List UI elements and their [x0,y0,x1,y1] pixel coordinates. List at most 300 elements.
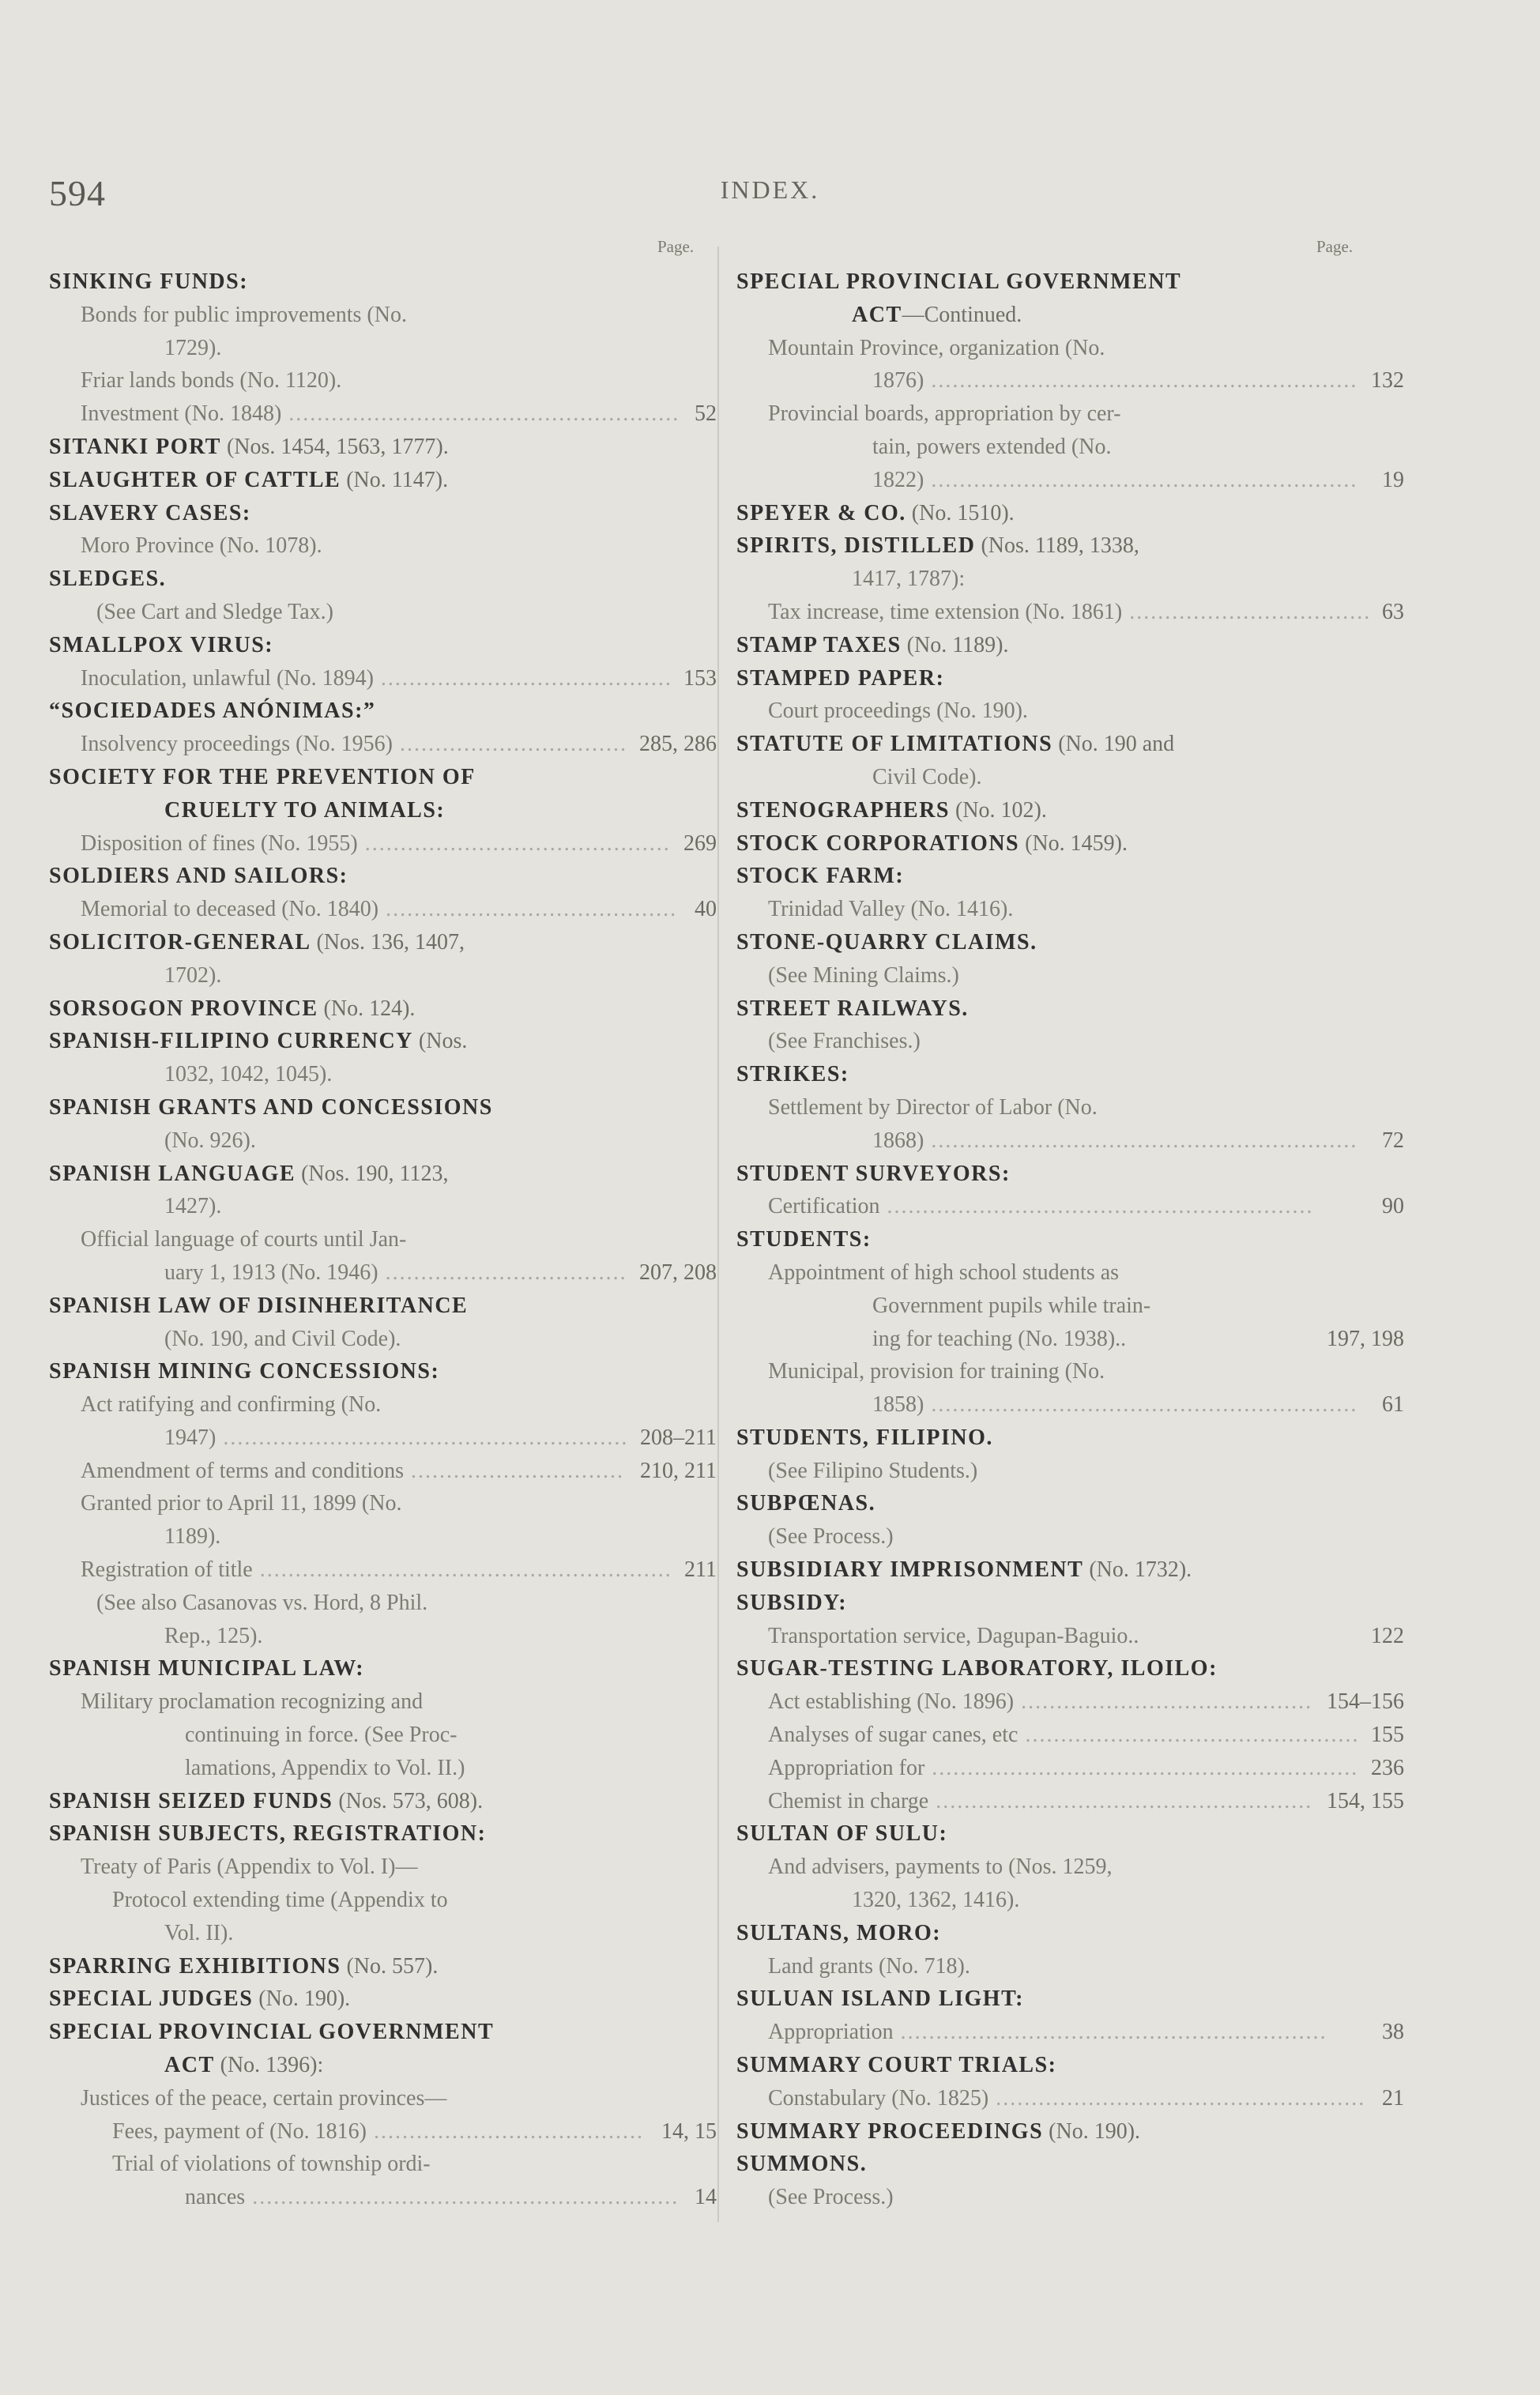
entry-text: Inoculation, unlawful (No. 1894) [81,665,374,691]
dot-leader: ......................................... [373,665,672,691]
index-heading [736,1422,1404,1455]
entry-text: 1032, 1042, 1045). [164,1062,333,1087]
entry-text: Municipal, provision for training (No. [768,1359,1105,1384]
entry-text: 1947) [164,1425,217,1450]
entry-text: SLEDGES. [49,567,167,592]
entry-text: SPANISH SEIZED FUNDS [49,1788,333,1813]
index-entry [49,2115,717,2148]
index-heading [49,1091,717,1124]
index-entry [49,1587,717,1620]
dot-leader: .................................................... [988,2085,1366,2111]
dot-leader: ....................................................... [281,401,680,427]
entry-text: (See also Casanovas vs. Hord, 8 Phil. [96,1590,428,1615]
entry-text: Appropriation for [768,1755,925,1780]
index-heading [736,1058,1404,1091]
dot-leader: ............................................................ [879,1194,1314,1219]
index-entry [49,364,717,397]
entry-text: SOLDIERS AND SAILORS: [49,864,348,889]
entry-text: 1876) [872,368,924,394]
index-heading [49,2016,717,2049]
entry-text: Chemist in charge [768,1788,929,1813]
index-heading [49,629,717,662]
index-entry [736,1323,1404,1356]
dot-leader: .................................. [1122,599,1372,624]
entry-reference: (No. 1732). [1083,1557,1192,1583]
entry-reference: (No. 1147). [341,467,449,492]
index-heading [49,1158,717,1191]
dot-leader: ..................................................... [928,1788,1313,1813]
entry-text: Settlement by Director of Labor (No. [768,1094,1098,1120]
index-entry [736,1851,1404,1884]
index-entry [736,1256,1404,1290]
index-entry [49,1487,717,1520]
entry-text: (See Process.) [768,1524,894,1550]
index-heading [49,1817,717,1851]
dot-leader: ............................................................ [924,1392,1358,1418]
entry-text: (No. 190, and Civil Code). [164,1326,401,1351]
entry-text: Registration of title [81,1557,253,1583]
entry-text: 1822) [872,467,924,492]
entry-reference: (Nos. 1454, 1563, 1777). [220,434,449,459]
entry-text: Government pupils while train- [872,1293,1151,1318]
index-heading [736,1652,1404,1685]
index-entry [49,1620,717,1653]
page-reference: 153 [683,665,717,691]
entry-text: Act ratifying and confirming (No. [81,1392,382,1418]
entry-text: tain, powers extended (No. [872,434,1112,459]
entry-text: Transportation service, Dagupan-Baguio.. [768,1623,1139,1648]
entry-text: Military proclamation recognizing and [81,1689,424,1715]
index-heading [736,1553,1404,1587]
entry-text: SUBPŒNAS. [736,1491,876,1516]
entry-text: Civil Code). [872,764,982,789]
index-entry [736,563,1404,596]
index-entry [736,332,1404,365]
entry-reference: (No. 190 and [1052,732,1175,757]
entry-text: ing for teaching (No. 1938).. [872,1326,1127,1351]
entry-text: Protocol extending time (Appendix to [112,1888,448,1913]
index-entry [736,893,1404,926]
page-number: 594 [49,173,106,213]
index-entry [736,1388,1404,1422]
entry-text: Memorial to deceased (No. 1840) [81,897,379,922]
entry-text: SUMMONS. [736,2152,868,2177]
index-entry [49,959,717,992]
index-entry [736,1884,1404,1917]
entry-text: (See Filipino Students.) [768,1458,978,1483]
index-entry [736,1620,1404,1653]
entry-text: SUBSIDIARY IMPRISONMENT [736,1557,1084,1583]
entry-reference: (No. 1396): [214,2053,324,2078]
entry-text: uary 1, 1913 (No. 1946) [164,1260,378,1285]
index-heading [49,265,717,299]
dot-leader: ...................................... [366,2118,644,2144]
index-entry [49,893,717,926]
index-entry [49,529,717,563]
index-entry [736,1685,1404,1719]
entry-text: SULUAN ISLAND LIGHT: [736,1986,1024,2012]
entry-text: SITANKI PORT [49,434,221,459]
entry-text: Certification [768,1194,880,1219]
index-heading [49,1785,717,1818]
entry-text: CRUELTY TO ANIMALS: [164,797,446,823]
index-heading [49,926,717,959]
dot-leader: ............................................................ [893,2020,1327,2045]
dot-leader: ............................................................ [924,1128,1358,1153]
page-column-label-right: Page. [1316,237,1354,256]
index-entry [736,1091,1404,1124]
index-entry [49,596,717,629]
index-heading [49,992,717,1026]
entry-reference: —Continued. [902,302,1022,327]
entry-text: ACT [164,2053,215,2078]
dot-leader: ............................................................ [924,467,1358,492]
entry-text: 1858) [872,1392,924,1418]
index-heading [736,1917,1404,1950]
index-entry [736,1355,1404,1388]
entry-reference: (Nos. 1189, 1338, [975,533,1139,559]
page-reference: 72 [1382,1128,1404,1153]
entry-reference: (Nos. 573, 608). [333,1788,484,1813]
dot-leader: .............................. [404,1458,625,1483]
index-heading [736,1587,1404,1620]
entry-text: Provincial boards, appropriation by cer- [768,401,1121,427]
entry-text: Treaty of Paris (Appendix to Vol. I)— [81,1855,418,1880]
entry-text: And advisers, payments to (Nos. 1259, [768,1855,1113,1880]
index-entry [49,1388,717,1422]
page-reference: 14 [695,2185,717,2210]
dot-leader: ................................ [393,732,628,757]
entry-text: (See Mining Claims.) [768,962,959,988]
index-column-left [49,265,717,2214]
index-entry [49,1917,717,1950]
entry-text: SPANISH LAW OF DISINHERITANCE [49,1293,469,1318]
entry-text: SUMMARY PROCEEDINGS [736,2118,1044,2144]
page-reference: 236 [1371,1755,1404,1780]
entry-text: continuing in force. (See Proc- [185,1723,457,1748]
entry-reference: (Nos. 190, 1123, [296,1161,449,1186]
dot-leader: ......................................................... [216,1425,629,1450]
index-heading [736,2115,1404,2148]
entry-text: STREET RAILWAYS. [736,996,969,1021]
entry-reference: (No. 124). [318,996,416,1021]
entry-text: Bonds for public improvements (No. [81,302,407,327]
index-heading [49,1355,717,1388]
entry-text: Insolvency proceedings (No. 1956) [81,732,393,757]
index-heading [49,1290,717,1323]
page-reference: 154, 155 [1327,1788,1404,1813]
index-entry [49,1884,717,1917]
index-entry [736,1950,1404,1983]
entry-text: STUDENTS: [736,1227,872,1252]
entry-text: Official language of courts until Jan- [81,1227,407,1252]
index-entry [49,1851,717,1884]
entry-reference: (No. 1189). [901,632,1009,657]
index-entry [49,2148,717,2181]
entry-text: Friar lands bonds (No. 1120). [81,368,342,394]
index-heading [736,992,1404,1026]
entry-text: STOCK FARM: [736,864,905,889]
entry-text: SMALLPOX VIRUS: [49,632,274,657]
index-entry [49,1553,717,1587]
index-column-right [736,265,1404,2214]
page-reference: 207, 208 [639,1260,717,1285]
entry-text: Court proceedings (No. 190). [768,699,1028,724]
page-reference: 285, 286 [639,732,717,757]
entry-text: Disposition of fines (No. 1955) [81,830,358,856]
entry-text: SOCIETY FOR THE PREVENTION OF [49,764,476,789]
index-heading [736,827,1404,860]
entry-text: 1702). [164,962,222,988]
index-entry [736,1520,1404,1553]
dot-leader: ........................................... [357,830,671,856]
entry-text: SUBSIDY: [736,1590,848,1615]
entry-text: Justices of the peace, certain provinces— [81,2085,447,2111]
entry-text: SPECIAL PROVINCIAL GOVERNMENT [49,2020,495,2045]
index-heading [736,529,1404,563]
entry-text: (See Process.) [768,2185,894,2210]
index-heading [736,926,1404,959]
index-entry [49,299,717,332]
entry-text: 1427). [164,1194,222,1219]
index-entry [49,397,717,431]
index-heading [49,1983,717,2016]
index-heading [736,1983,1404,2016]
entry-text: Amendment of terms and conditions [81,1458,405,1483]
entry-text: STAMPED PAPER: [736,665,945,691]
index-heading [49,1652,717,1685]
entry-reference: (No. 190). [253,1986,351,2012]
entry-text: STUDENT SURVEYORS: [736,1161,1011,1186]
index-heading [49,761,717,794]
index-heading [49,860,717,893]
entry-text: 1417, 1787): [852,567,966,592]
entry-text: STAMP TAXES [736,632,902,657]
index-entry [49,2082,717,2115]
page-reference: 90 [1382,1194,1404,1219]
page-reference: 208–211 [640,1425,717,1450]
index-entry [736,2016,1404,2049]
index-entry [49,827,717,860]
entry-text: SOLICITOR-GENERAL [49,929,311,955]
dot-leader: ......................................... [378,897,678,922]
entry-reference: (No. 102). [950,797,1047,823]
index-entry [736,761,1404,794]
index-entry [736,1124,1404,1158]
page-reference: 40 [695,897,717,922]
page-reference: 154–156 [1327,1689,1404,1715]
entry-text: Trinidad Valley (No. 1416). [768,897,1014,922]
entry-reference: (No. 557). [341,1953,439,1979]
entry-text: SPARRING EXHIBITIONS [49,1953,341,1979]
index-entry [736,695,1404,728]
entry-text: STENOGRAPHERS [736,797,950,823]
entry-text: SLAVERY CASES: [49,500,251,525]
entry-text: 1189). [164,1524,221,1550]
entry-reference: (Nos. 136, 1407, [311,929,465,955]
index-heading [736,1817,1404,1851]
index-entry [736,2181,1404,2214]
index-heading [736,728,1404,761]
entry-text: Appropriation [768,2020,894,2045]
entry-text: Vol. II). [164,1920,234,1945]
page-reference: 122 [1371,1623,1404,1648]
index-entry [736,2082,1404,2115]
index-heading [49,464,717,497]
entry-reference: (No. 1459). [1019,830,1128,856]
entry-text: 1729). [164,335,222,360]
dot-leader: .......................................................... [252,1557,672,1583]
page-reference: 210, 211 [640,1458,717,1483]
index-heading [49,563,717,596]
index-heading [736,629,1404,662]
page-reference: 19 [1382,467,1404,492]
entry-text: ACT [852,302,902,327]
index-entry [736,431,1404,464]
entry-text: Rep., 125). [164,1623,263,1648]
page-reference: 52 [695,401,717,427]
entry-text: STUDENTS, FILIPINO. [736,1425,993,1450]
entry-text: SORSOGON PROVINCE [49,996,318,1021]
entry-text: “SOCIEDADES ANÓNIMAS:” [49,699,376,724]
index-heading [736,497,1404,530]
index-entry [49,2181,717,2214]
index-entry [49,1190,717,1223]
page-title: INDEX. [720,175,820,204]
index-entry [736,1785,1404,1818]
index-entry [49,1422,717,1455]
index-entry [736,1190,1404,1223]
index-entry [736,397,1404,431]
entry-text: STRIKES: [736,1062,849,1087]
page-reference: 211 [684,1557,717,1583]
index-entry [736,1290,1404,1323]
entry-text: SLAUGHTER OF CATTLE [49,467,341,492]
page-column-label-left: Page. [657,237,695,256]
entry-text: lamations, Appendix to Vol. II.) [185,1755,465,1780]
entry-text: SPIRITS, DISTILLED [736,533,976,559]
page-reference: 61 [1382,1392,1404,1418]
entry-text: Investment (No. 1848) [81,401,282,427]
index-entry [49,662,717,695]
entry-reference: (No. 190). [1043,2118,1141,2144]
entry-text: STONE-QUARRY CLAIMS. [736,929,1037,955]
page-reference: 132 [1371,368,1404,394]
entry-text: (No. 926). [164,1128,256,1153]
entry-text: (See Franchises.) [768,1029,921,1054]
index-entry [736,1752,1404,1785]
page-reference: 14, 15 [661,2118,717,2144]
index-entry [49,728,717,761]
entry-text: SUMMARY COURT TRIALS: [736,2053,1057,2078]
entry-text: Moro Province (No. 1078). [81,533,322,559]
entry-text: SPEYER & CO. [736,500,906,525]
entry-text: Tax increase, time extension (No. 1861) [768,599,1123,624]
index-heading [736,2148,1404,2181]
index-entry [49,1256,717,1290]
index-entry [49,1323,717,1356]
dot-leader: ............................................................ [245,2185,680,2210]
column-divider [717,247,719,2222]
page-reference: 155 [1371,1723,1404,1748]
index-entry [49,1752,717,1785]
entry-text: SPECIAL JUDGES [49,1986,254,2012]
index-heading [49,1950,717,1983]
index-entry [736,959,1404,992]
index-entry [49,1223,717,1256]
index-entry [49,1455,717,1488]
dot-leader: ............................................................ [924,1755,1359,1780]
index-heading [49,431,717,464]
entry-text: Trial of violations of township ordi- [112,2152,431,2177]
index-entry [49,1719,717,1752]
index-heading [736,299,1404,332]
entry-text: SPANISH MINING CONCESSIONS: [49,1359,440,1384]
index-heading [736,1487,1404,1520]
dot-leader: ............................................... [1018,1723,1360,1748]
dot-leader: ............................................................ [924,368,1358,394]
entry-text: SULTAN OF SULU: [736,1821,948,1847]
entry-text: (See Cart and Sledge Tax.) [96,599,333,624]
page-reference: 269 [683,830,717,856]
entry-text: Appointment of high school students as [768,1260,1120,1285]
index-heading [49,2049,717,2082]
index-heading [49,497,717,530]
entry-text: Granted prior to April 11, 1899 (No. [81,1491,402,1516]
entry-text: SPECIAL PROVINCIAL GOVERNMENT [736,269,1182,294]
entry-text: SPANISH GRANTS AND CONCESSIONS [49,1094,493,1120]
entry-text: Fees, payment of (No. 1816) [112,2118,367,2144]
entry-text: STATUTE OF LIMITATIONS [736,732,1053,757]
index-heading [736,1223,1404,1256]
entry-text: SULTANS, MORO: [736,1920,942,1945]
dot-leader: .................................. [378,1260,627,1285]
index-entry [736,364,1404,397]
entry-text: SPANISH-FILIPINO CURRENCY [49,1029,413,1054]
index-heading [49,794,717,827]
page-reference: 197, 198 [1327,1326,1404,1351]
index-entry [736,464,1404,497]
dot-leader: ......................................... [1014,1689,1313,1715]
entry-text: SPANISH LANGUAGE [49,1161,296,1186]
index-entry [49,1124,717,1158]
entry-text: 1320, 1362, 1416). [852,1888,1020,1913]
index-entry [49,1685,717,1719]
entry-text: Act establishing (No. 1896) [768,1689,1015,1715]
entry-reference: (No. 1510). [906,500,1015,525]
index-entry [736,1455,1404,1488]
index-entry [736,1719,1404,1752]
entry-text: Land grants (No. 718). [768,1953,970,1979]
page-reference: 63 [1382,599,1404,624]
entry-reference: (Nos. [412,1029,468,1054]
index-entry [49,1520,717,1553]
entry-text: STOCK CORPORATIONS [736,830,1020,856]
entry-text: nances [185,2185,246,2210]
index-heading [736,1158,1404,1191]
index-heading [736,265,1404,299]
index-heading [736,662,1404,695]
index-entry [49,332,717,365]
index-heading [736,860,1404,893]
page-reference: 21 [1382,2085,1404,2111]
entry-text: 1868) [872,1128,924,1153]
entry-text: SINKING FUNDS: [49,269,249,294]
index-heading [49,1025,717,1058]
entry-text: Constabulary (No. 1825) [768,2085,989,2111]
entry-text: SPANISH SUBJECTS, REGISTRATION: [49,1821,487,1847]
page-reference: 38 [1382,2020,1404,2045]
